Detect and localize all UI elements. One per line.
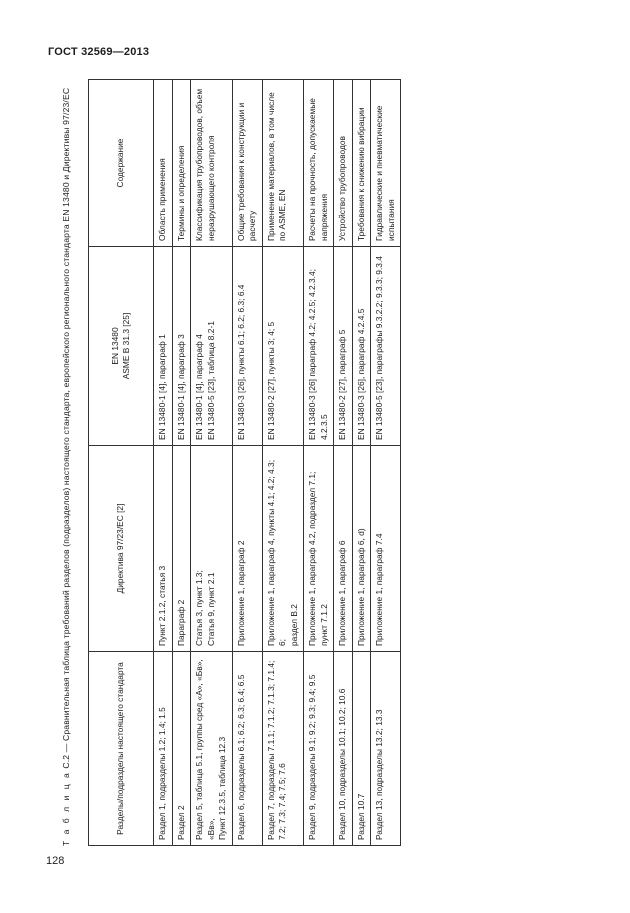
table-row: [232, 80, 262, 846]
cell-content: Область применения: [154, 80, 173, 247]
table-header-row: [89, 80, 154, 846]
cell-content: Расчеты на прочность, допускаемые напряжения: [304, 80, 334, 247]
cell-directive: Приложение 1, параграф 6: [334, 446, 353, 652]
page-number: 128: [46, 855, 65, 867]
column-header-sections: Разделы/подразделы настоящего стандарта: [89, 652, 154, 846]
cell-sections: Раздел 13, подразделы 13.2; 13.3: [371, 652, 401, 846]
cell-sections: Раздел 6, подразделы 6.1; 6.2; 6.3; 6.4; 6.5: [232, 652, 262, 846]
cell-en13480: EN 13480-5 [23], параграфы 9.3.2.2; 9.3.3; 9.3.4: [371, 247, 401, 446]
cell-directive: Пункт 2.1.2, статья 3: [154, 446, 173, 652]
cell-en13480: EN 13480-1 [4], параграф 1: [154, 247, 173, 446]
table-row: [334, 80, 353, 846]
cell-directive: Приложение 1, параграф 4.2, подраздел 7.1; пункт 7.1.2: [304, 446, 334, 652]
table-row: [352, 80, 371, 846]
cell-en13480: EN 13480-3 [26] параграф 4.2; 4.2.5; 4.2.3.4; 4.2.3.5: [304, 247, 334, 446]
comparison-table: [88, 79, 401, 846]
column-header-content: Содержание: [89, 80, 154, 247]
cell-directive: Статья 3, пункт 1.3; Статья 9, пункт 2.1: [191, 446, 233, 652]
cell-sections: Раздел 9, подразделы 9.1; 9.2; 9.3; 9.4; 9.5: [304, 652, 334, 846]
column-header-directive: Директива 97/23/ЕС [2]: [89, 446, 154, 652]
cell-en13480: EN 13480-1 [4], параграф 4 EN 13480-5 [23], таблица 8.2-1: [191, 247, 233, 446]
column-header-en13480: EN 13480 ASME В 31.3 [25]: [89, 247, 154, 446]
cell-directive: Приложение 1, параграф 6, d): [352, 446, 371, 652]
cell-sections: Раздел 7, подразделы 7.1.1; 7.1.2; 7.1.3; 7.1.4; 7.2; 7.3; 7.4; 7.5; 7.6: [262, 652, 304, 846]
cell-content: Общие требования к конструкции и расчету: [232, 80, 262, 247]
cell-directive: Приложение 1, параграф 2: [232, 446, 262, 652]
cell-content: Применение материалов, в том числе по ASME, EN: [262, 80, 304, 247]
cell-sections: Раздел 5, таблица 5.1, группы сред «А», «Бв», «Вв», Пункт 12.3.5, таблица 12.3: [191, 652, 233, 846]
cell-directive: Параграф 2: [172, 446, 191, 652]
cell-en13480: EN 13480-3 [26], пункты 6.1; 6.2; 6.3; 6.4: [232, 247, 262, 446]
table-row: [191, 80, 233, 846]
cell-en13480: EN 13480-2 [27], параграф 5: [334, 247, 353, 446]
caption-prefix: Т а б л и ц а: [61, 771, 71, 846]
rotated-table-block: [60, 80, 410, 846]
table-body: [154, 80, 401, 846]
table-row: [154, 80, 173, 846]
table-row: [262, 80, 304, 846]
cell-content: Гидравлические и пневматические испытания: [371, 80, 401, 247]
cell-en13480: EN 13480-3 [26], параграф 4.2.4.5: [352, 247, 371, 446]
cell-en13480: EN 13480-1 [4], параграф 3: [172, 247, 191, 446]
cell-content: Устройство трубопроводов: [334, 80, 353, 247]
cell-sections: Раздел 1, подразделы 1.2; 1.4; 1.5: [154, 652, 173, 846]
cell-sections: Раздел 2: [172, 652, 191, 846]
table-row: [371, 80, 401, 846]
cell-content: Требования к снижению вибрации: [352, 80, 371, 247]
table-caption: [60, 80, 88, 846]
cell-sections: Раздел 10, подразделы 10.1; 10.2; 10.6: [334, 652, 353, 846]
document-header: ГОСТ 32569—2013: [48, 46, 150, 58]
cell-sections: Раздел 10.7: [352, 652, 371, 846]
cell-content: Классификация трубопроводов, объем неразрушающего контроля: [191, 80, 233, 247]
cell-directive: Приложение 1, параграф 4, пункты 4.1; 4.2; 4.3; 6; раздел В.2: [262, 446, 304, 652]
cell-en13480: EN 13480-2 [27], пункты 3; 4; 5: [262, 247, 304, 446]
cell-content: Термины и определения: [172, 80, 191, 247]
cell-directive: Приложение 1, параграф 7.4: [371, 446, 401, 652]
caption-text: С.2 — Сравнительная таблица требований разделов (подразделов) настоящего стандарта, европейского регионального стандарта EN 13480 и Директивы 97/23/ЕС: [61, 87, 71, 769]
table-row: [304, 80, 334, 846]
table-row: [172, 80, 191, 846]
